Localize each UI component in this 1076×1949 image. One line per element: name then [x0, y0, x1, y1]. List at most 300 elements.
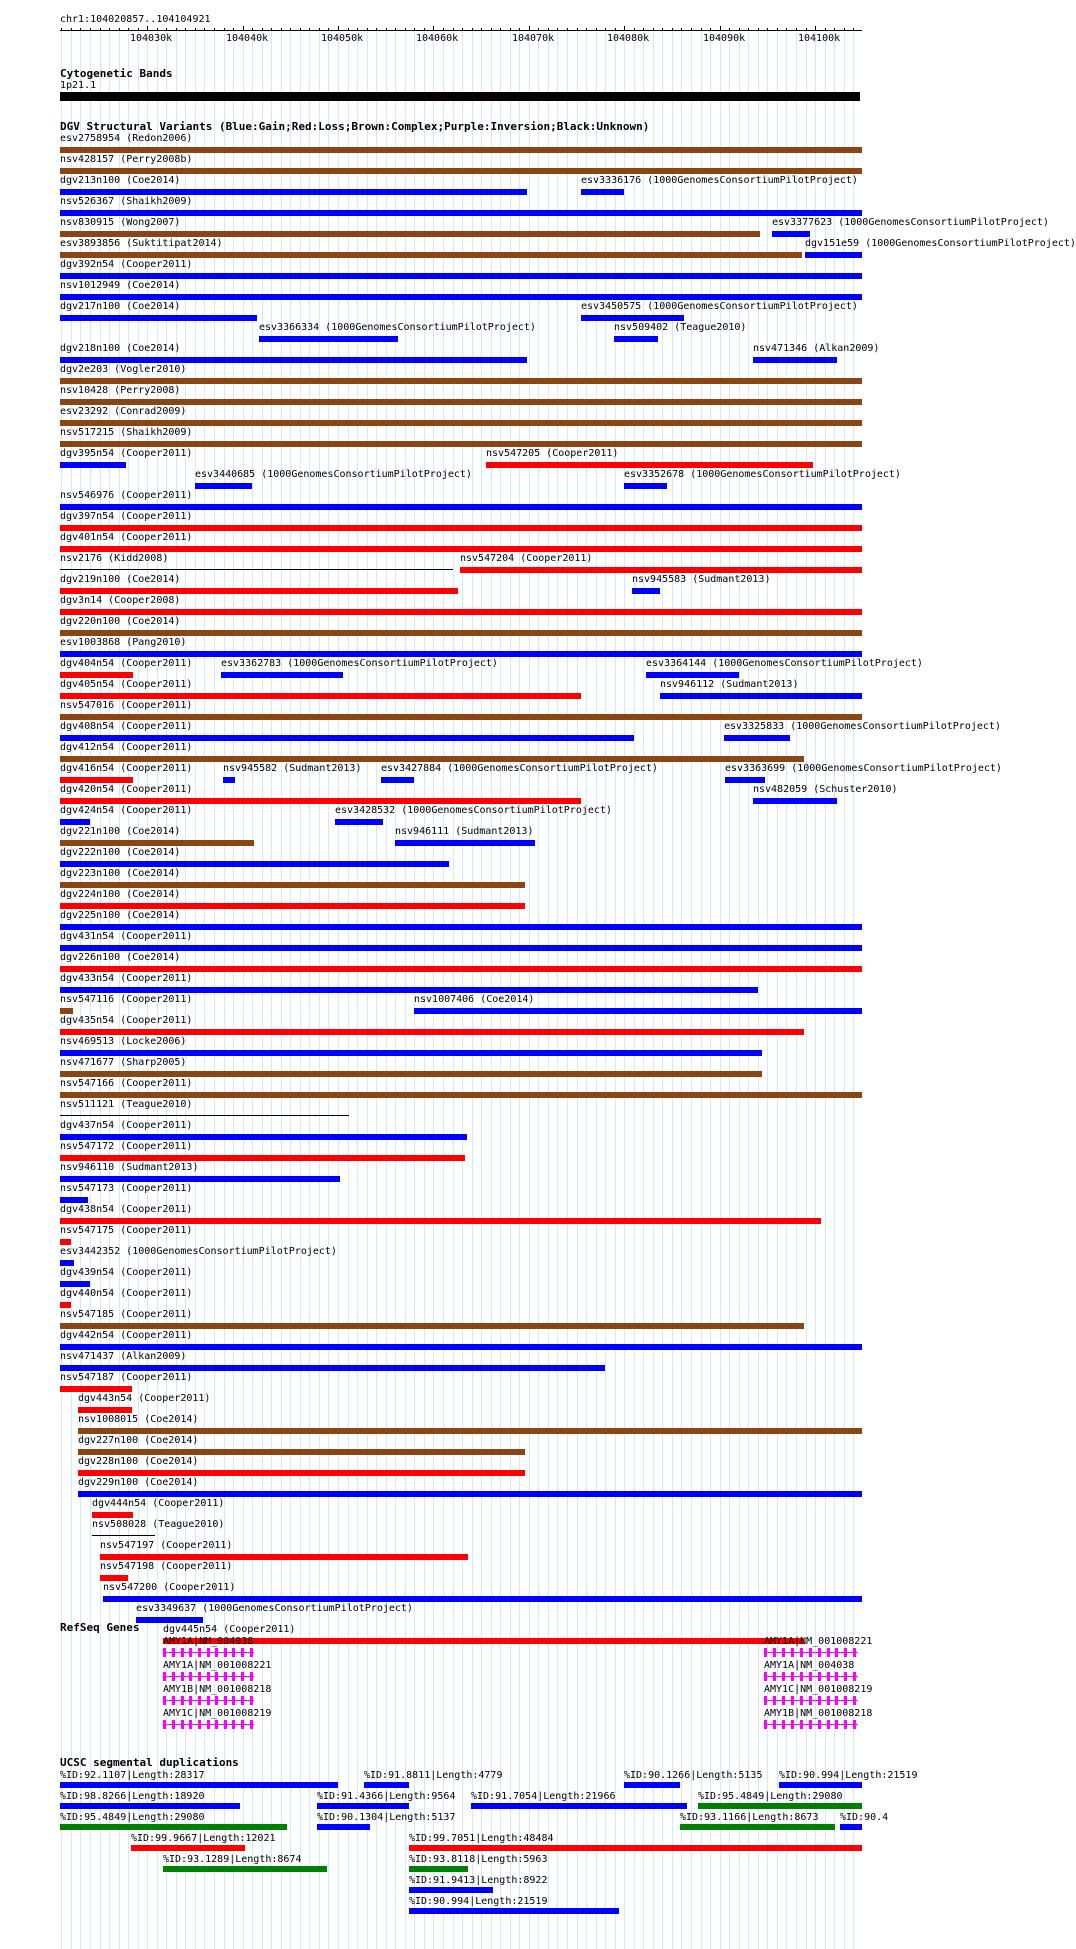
dgv-variant-label: nsv469513 (Locke2006) [60, 1036, 187, 1047]
dgv-variant-bar[interactable] [486, 462, 813, 468]
dgv-variant-bar[interactable] [60, 273, 862, 279]
ruler-tick [529, 26, 530, 31]
refseq-gene-label: AMY1A|NM_001008221 [764, 1636, 873, 1647]
dgv-variant-label: nsv482059 (Schuster2010) [753, 784, 898, 795]
refseq-gene-exon[interactable] [198, 1648, 201, 1657]
cytoband-title: Cytogenetic Bands [60, 67, 173, 80]
dgv-variant-label: esv1003868 (Pang2010) [60, 637, 187, 648]
dgv-variant-bar[interactable] [753, 357, 837, 363]
refseq-gene-exon[interactable] [791, 1720, 794, 1729]
dgv-variant-bar[interactable] [60, 546, 862, 552]
refseq-gene-exon[interactable] [207, 1696, 210, 1705]
refseq-gene-exon[interactable] [181, 1696, 184, 1705]
segdup-bar[interactable] [779, 1782, 862, 1788]
ruler-tick [767, 28, 768, 31]
dgv-variant-label: nsv945582 (Sudmant2013) [223, 763, 362, 774]
refseq-gene-exon[interactable] [791, 1696, 794, 1705]
dgv-variant-label: dgv416n54 (Cooper2011) [60, 763, 193, 774]
ruler-tick [338, 26, 339, 31]
cytoband-bar[interactable] [60, 92, 860, 101]
ruler-tick [204, 28, 205, 31]
dgv-variant-bar[interactable] [60, 315, 257, 321]
refseq-gene-exon[interactable] [773, 1648, 776, 1657]
refseq-gene-exon[interactable] [241, 1720, 244, 1729]
dgv-variant-bar[interactable] [60, 861, 449, 867]
segdup-bar[interactable] [409, 1887, 493, 1893]
ruler-tick [681, 28, 682, 31]
refseq-gene-exon[interactable] [853, 1720, 856, 1729]
dgv-variant-bar[interactable] [60, 630, 862, 636]
dgv-variant-bar[interactable] [60, 903, 525, 909]
refseq-gene-exon[interactable] [844, 1696, 847, 1705]
dgv-variant-bar[interactable] [60, 1386, 132, 1392]
refseq-gene-exon[interactable] [181, 1672, 184, 1681]
segdup-label: %ID:91.4366|Length:9564 [317, 1791, 456, 1802]
dgv-variant-label: nsv1012949 (Coe2014) [60, 280, 181, 291]
dgv-variant-label: dgv424n54 (Cooper2011) [60, 805, 193, 816]
refseq-gene-exon[interactable] [224, 1672, 227, 1681]
refseq-gene-exon[interactable] [232, 1672, 235, 1681]
refseq-gene-label: AMY1A|NM_001008221 [163, 1660, 272, 1671]
segdup-bar[interactable] [317, 1803, 409, 1809]
dgv-variant-bar[interactable] [632, 588, 660, 594]
dgv-variant-bar[interactable] [60, 1050, 762, 1056]
refseq-gene-exon[interactable] [241, 1696, 244, 1705]
dgv-variant-bar[interactable] [60, 252, 802, 258]
dgv-variant-bar[interactable] [78, 1449, 525, 1455]
segdup-bar[interactable] [409, 1866, 468, 1872]
dgv-variant-bar[interactable] [60, 1302, 71, 1308]
refseq-gene-exon[interactable] [835, 1672, 838, 1681]
dgv-variant-label: esv3442352 (1000GenomesConsortiumPilotProject) [60, 1246, 337, 1257]
ruler-tick [328, 28, 329, 31]
segdup-bar[interactable] [317, 1824, 370, 1830]
refseq-gene-exon[interactable] [163, 1648, 166, 1657]
refseq-gene-exon[interactable] [172, 1648, 175, 1657]
refseq-gene-exon[interactable] [853, 1648, 856, 1657]
ruler-tick [147, 26, 148, 31]
dgv-variant-bar[interactable] [60, 882, 525, 888]
dgv-variant-label: dgv151e59 (1000GenomesConsortiumPilotProject) [805, 238, 1076, 249]
dgv-variant-bar[interactable] [805, 252, 862, 258]
ruler-tick [281, 28, 282, 31]
dgv-variant-label: nsv547204 (Cooper2011) [460, 553, 593, 564]
dgv-variant-bar[interactable] [60, 189, 527, 195]
segdup-label: %ID:99.9667|Length:12021 [131, 1833, 276, 1844]
refseq-gene-exon[interactable] [764, 1648, 767, 1657]
dgv-variant-label: dgv440n54 (Cooper2011) [60, 1288, 193, 1299]
dgv-variant-label: nsv830915 (Wong2007) [60, 217, 181, 228]
dgv-variant-label: esv3450575 (1000GenomesConsortiumPilotProject) [581, 301, 858, 312]
dgv-variant-bar[interactable] [60, 1029, 804, 1035]
ruler-axis [60, 30, 862, 31]
ruler-tick [214, 28, 215, 31]
dgv-variant-bar[interactable] [60, 1115, 349, 1116]
ruler-tick [806, 28, 807, 31]
refseq-gene-exon[interactable] [827, 1672, 830, 1681]
refseq-gene-exon[interactable] [224, 1720, 227, 1729]
dgv-variant-bar[interactable] [60, 231, 760, 237]
dgv-variant-bar[interactable] [60, 1218, 821, 1224]
dgv-variant-bar[interactable] [60, 525, 862, 531]
dgv-variant-bar[interactable] [60, 1323, 804, 1329]
refseq-gene-exon[interactable] [189, 1696, 192, 1705]
dgv-variant-bar[interactable] [624, 483, 667, 489]
dgv-variant-label: nsv508028 (Teague2010) [92, 1519, 225, 1530]
dgv-variant-bar[interactable] [60, 1176, 340, 1182]
refseq-gene-exon[interactable] [189, 1648, 192, 1657]
refseq-gene-exon[interactable] [207, 1672, 210, 1681]
ruler-tick-label: 104040k [226, 33, 269, 44]
dgv-variant-bar[interactable] [60, 1008, 73, 1014]
refseq-gene-exon[interactable] [853, 1672, 856, 1681]
ruler-tick [300, 28, 301, 31]
ruler-tick [500, 28, 501, 31]
dgv-variant-bar[interactable] [753, 798, 837, 804]
ruler-tick [691, 28, 692, 31]
dgv-variant-label: esv3440685 (1000GenomesConsortiumPilotProject) [195, 469, 472, 480]
dgv-variant-label: esv3377623 (1000GenomesConsortiumPilotProject) [772, 217, 1049, 228]
dgv-variant-bar[interactable] [163, 1638, 804, 1644]
dgv-variant-bar[interactable] [195, 483, 252, 489]
dgv-variant-label: dgv420n54 (Cooper2011) [60, 784, 193, 795]
dgv-variant-label: dgv3n14 (Cooper2008) [60, 595, 181, 606]
refseq-gene-exon[interactable] [835, 1648, 838, 1657]
ruler-tick [119, 28, 120, 31]
refseq-gene-exon[interactable] [800, 1696, 803, 1705]
segdup-bar[interactable] [698, 1803, 862, 1809]
dgv-variant-bar[interactable] [78, 1470, 525, 1476]
dgv-variant-bar[interactable] [60, 1092, 862, 1098]
dgv-variant-label: dgv392n54 (Cooper2011) [60, 259, 193, 270]
dgv-variant-bar[interactable] [100, 1575, 128, 1581]
dgv-variant-bar[interactable] [460, 567, 862, 573]
dgv-variant-bar[interactable] [60, 1260, 74, 1266]
refseq-gene-exon[interactable] [172, 1696, 175, 1705]
refseq-gene-exon[interactable] [181, 1720, 184, 1729]
dgv-variant-bar[interactable] [414, 1008, 862, 1014]
refseq-gene-exon[interactable] [800, 1720, 803, 1729]
refseq-gene-exon[interactable] [250, 1696, 253, 1705]
dgv-variant-label: nsv547187 (Cooper2011) [60, 1372, 193, 1383]
dgv-variant-bar[interactable] [60, 1134, 467, 1140]
refseq-gene-exon[interactable] [189, 1720, 192, 1729]
refseq-gene-label: AMY1C|NM_001008219 [163, 1708, 272, 1719]
ruler-tick [634, 28, 635, 31]
dgv-variant-label: dgv218n100 (Coe2014) [60, 343, 181, 354]
refseq-gene-label: AMY1A|NM_004038 [163, 1636, 254, 1647]
dgv-variant-bar[interactable] [60, 1071, 762, 1077]
dgv-variant-bar[interactable] [78, 1407, 132, 1413]
dgv-variant-label: nsv2176 (Kidd2008) [60, 553, 169, 564]
refseq-gene-exon[interactable] [827, 1720, 830, 1729]
refseq-gene-exon[interactable] [250, 1720, 253, 1729]
dgv-variant-label: dgv412n54 (Cooper2011) [60, 742, 193, 753]
dgv-variant-bar[interactable] [78, 1428, 862, 1434]
dgv-variant-bar[interactable] [60, 966, 862, 972]
segdup-bar[interactable] [60, 1803, 240, 1809]
dgv-variant-label: nsv1008015 (Coe2014) [78, 1414, 199, 1425]
dgv-variant-bar[interactable] [60, 714, 862, 720]
refseq-gene-exon[interactable] [224, 1696, 227, 1705]
refseq-gene-exon[interactable] [232, 1720, 235, 1729]
refseq-gene-exon[interactable] [791, 1672, 794, 1681]
refseq-gene-exon[interactable] [835, 1720, 838, 1729]
segdup-bar[interactable] [840, 1824, 862, 1830]
dgv-variant-bar[interactable] [92, 1535, 155, 1536]
refseq-gene-exon[interactable] [163, 1720, 166, 1729]
segdup-label: %ID:95.4849|Length:29080 [60, 1812, 205, 1823]
dgv-variant-label: nsv946110 (Sudmant2013) [60, 1162, 199, 1173]
segdup-bar[interactable] [680, 1824, 835, 1830]
dgv-variant-bar[interactable] [772, 231, 810, 237]
dgv-variant-bar[interactable] [60, 357, 527, 363]
refseq-gene-exon[interactable] [844, 1648, 847, 1657]
dgv-variant-label: nsv471346 (Alkan2009) [753, 343, 880, 354]
segdup-label: %ID:93.1289|Length:8674 [163, 1854, 302, 1865]
dgv-variant-bar[interactable] [646, 672, 739, 678]
refseq-gene-exon[interactable] [224, 1648, 227, 1657]
dgv-variant-bar[interactable] [60, 378, 862, 384]
dgv-variant-label: dgv443n54 (Cooper2011) [78, 1393, 211, 1404]
refseq-gene-exon[interactable] [764, 1696, 767, 1705]
refseq-gene-exon[interactable] [809, 1696, 812, 1705]
ruler-tick-label: 104060k [416, 33, 459, 44]
ruler-tick [395, 28, 396, 31]
dgv-variant-bar[interactable] [335, 819, 383, 825]
segdup-track-title: UCSC segmental duplications [60, 1756, 239, 1769]
refseq-gene-exon[interactable] [215, 1672, 218, 1681]
dgv-variant-bar[interactable] [581, 189, 624, 195]
dgv-variant-bar[interactable] [60, 840, 254, 846]
dgv-variant-bar[interactable] [60, 798, 581, 804]
refseq-gene-exon[interactable] [844, 1720, 847, 1729]
dgv-variant-bar[interactable] [381, 777, 414, 783]
segdup-bar[interactable] [364, 1782, 409, 1788]
refseq-gene-label: AMY1B|NM_001008218 [764, 1708, 873, 1719]
refseq-gene-exon[interactable] [232, 1648, 235, 1657]
segdup-label: %ID:92.1107|Length:28317 [60, 1770, 205, 1781]
dgv-variant-label: nsv471677 (Sharp2005) [60, 1057, 187, 1068]
dgv-variant-bar[interactable] [78, 1491, 862, 1497]
dgv-variant-bar[interactable] [60, 1365, 605, 1371]
dgv-variant-bar[interactable] [100, 1554, 468, 1560]
dgv-variant-bar[interactable] [60, 168, 862, 174]
dgv-variant-bar[interactable] [60, 987, 758, 993]
refseq-gene-exon[interactable] [853, 1696, 856, 1705]
segdup-bar[interactable] [163, 1866, 327, 1872]
dgv-variant-bar[interactable] [60, 420, 862, 426]
refseq-gene-exon[interactable] [773, 1696, 776, 1705]
dgv-variant-label: dgv408n54 (Cooper2011) [60, 721, 193, 732]
dgv-variant-label: esv3336176 (1000GenomesConsortiumPilotProject) [581, 175, 858, 186]
ruler-tick [853, 28, 854, 31]
refseq-gene-exon[interactable] [215, 1720, 218, 1729]
dgv-variant-bar[interactable] [60, 693, 581, 699]
dgv-variant-bar[interactable] [60, 569, 453, 570]
segdup-label: %ID:95.4849|Length:29080 [698, 1791, 843, 1802]
dgv-variant-bar[interactable] [581, 315, 684, 321]
dgv-variant-label: dgv438n54 (Cooper2011) [60, 1204, 193, 1215]
refseq-gene-exon[interactable] [800, 1648, 803, 1657]
dgv-variant-bar[interactable] [60, 735, 634, 741]
refseq-gene-exon[interactable] [172, 1672, 175, 1681]
segdup-bar[interactable] [409, 1908, 619, 1914]
refseq-gene-exon[interactable] [241, 1672, 244, 1681]
refseq-gene-exon[interactable] [827, 1696, 830, 1705]
dgv-variant-bar[interactable] [60, 672, 133, 678]
refseq-gene-exon[interactable] [818, 1672, 821, 1681]
refseq-gene-exon[interactable] [835, 1696, 838, 1705]
segdup-bar[interactable] [624, 1782, 680, 1788]
dgv-variant-bar[interactable] [395, 840, 535, 846]
refseq-gene-exon[interactable] [207, 1648, 210, 1657]
segdup-bar[interactable] [60, 1782, 338, 1788]
ruler-tick [176, 28, 177, 31]
refseq-gene-exon[interactable] [163, 1672, 166, 1681]
dgv-variant-bar[interactable] [60, 924, 862, 930]
refseq-gene-exon[interactable] [207, 1720, 210, 1729]
refseq-gene-exon[interactable] [773, 1720, 776, 1729]
dgv-variant-bar[interactable] [92, 1512, 133, 1518]
refseq-gene-exon[interactable] [250, 1672, 253, 1681]
dgv-variant-label: dgv221n100 (Coe2014) [60, 826, 181, 837]
dgv-variant-label: nsv547197 (Cooper2011) [100, 1540, 233, 1551]
dgv-variant-bar[interactable] [60, 819, 90, 825]
dgv-variant-bar[interactable] [725, 777, 765, 783]
dgv-variant-label: esv3366334 (1000GenomesConsortiumPilotProject) [259, 322, 536, 333]
refseq-gene-exon[interactable] [181, 1648, 184, 1657]
refseq-gene-exon[interactable] [791, 1648, 794, 1657]
dgv-variant-bar[interactable] [259, 336, 398, 342]
dgv-variant-label: nsv946111 (Sudmant2013) [395, 826, 534, 837]
dgv-variant-bar[interactable] [60, 777, 133, 783]
ruler-tick [100, 28, 101, 31]
dgv-variant-label: nsv511121 (Teague2010) [60, 1099, 193, 1110]
dgv-variant-bar[interactable] [60, 504, 862, 510]
refseq-gene-exon[interactable] [764, 1672, 767, 1681]
dgv-variant-label: nsv509402 (Teague2010) [614, 322, 747, 333]
segdup-bar[interactable] [471, 1803, 687, 1809]
dgv-variant-bar[interactable] [60, 1281, 90, 1287]
refseq-gene-exon[interactable] [844, 1672, 847, 1681]
dgv-variant-bar[interactable] [60, 945, 862, 951]
refseq-gene-exon[interactable] [782, 1696, 785, 1705]
refseq-gene-exon[interactable] [809, 1672, 812, 1681]
refseq-gene-exon[interactable] [809, 1648, 812, 1657]
refseq-gene-exon[interactable] [198, 1720, 201, 1729]
segdup-bar[interactable] [131, 1845, 245, 1851]
ruler-tick [472, 28, 473, 31]
dgv-variant-bar[interactable] [60, 756, 804, 762]
ruler-tick [605, 28, 606, 31]
refseq-gene-exon[interactable] [198, 1672, 201, 1681]
dgv-variant-bar[interactable] [60, 1344, 862, 1350]
ruler-tick [157, 28, 158, 31]
refseq-gene-exon[interactable] [809, 1720, 812, 1729]
refseq-gene-exon[interactable] [215, 1696, 218, 1705]
location-label: chr1:104020857..104104921 [60, 14, 211, 25]
dgv-variant-bar[interactable] [60, 1197, 88, 1203]
dgv-variant-label: nsv547205 (Cooper2011) [486, 448, 619, 459]
refseq-gene-exon[interactable] [232, 1696, 235, 1705]
dgv-variant-bar[interactable] [221, 672, 343, 678]
ruler-tick [624, 26, 625, 31]
refseq-gene-exon[interactable] [163, 1696, 166, 1705]
dgv-variant-bar[interactable] [136, 1617, 203, 1623]
dgv-variant-bar[interactable] [60, 462, 126, 468]
dgv-variant-bar[interactable] [60, 588, 458, 594]
ruler-tick [748, 28, 749, 31]
segdup-bar[interactable] [409, 1845, 862, 1851]
segdup-label: %ID:91.9413|Length:8922 [409, 1875, 548, 1886]
ruler-tick [433, 26, 434, 31]
dgv-variant-bar[interactable] [60, 210, 862, 216]
dgv-variant-label: dgv437n54 (Cooper2011) [60, 1120, 193, 1131]
dgv-variant-label: esv3325833 (1000GenomesConsortiumPilotProject) [724, 721, 1001, 732]
segdup-bar[interactable] [60, 1824, 287, 1830]
dgv-variant-label: dgv431n54 (Cooper2011) [60, 931, 193, 942]
refseq-gene-exon[interactable] [827, 1648, 830, 1657]
refseq-gene-exon[interactable] [818, 1720, 821, 1729]
dgv-variant-label: nsv547198 (Cooper2011) [100, 1561, 233, 1572]
dgv-variant-label: nsv428157 (Perry2008b) [60, 154, 193, 165]
dgv-variant-label: esv3893856 (Suktitipat2014) [60, 238, 223, 249]
refseq-gene-exon[interactable] [250, 1648, 253, 1657]
dgv-variant-bar[interactable] [724, 735, 790, 741]
dgv-variant-bar[interactable] [614, 336, 658, 342]
dgv-variant-label: esv3362783 (1000GenomesConsortiumPilotProject) [221, 658, 498, 669]
refseq-gene-exon[interactable] [773, 1672, 776, 1681]
dgv-variant-bar[interactable] [103, 1596, 862, 1602]
dgv-variant-bar[interactable] [60, 1239, 71, 1245]
ruler-tick [90, 28, 91, 31]
refseq-gene-label: AMY1C|NM_001008219 [764, 1684, 873, 1695]
dgv-variant-bar[interactable] [660, 693, 862, 699]
dgv-variant-bar[interactable] [60, 147, 862, 153]
ruler-tick [414, 28, 415, 31]
dgv-variant-label: dgv442n54 (Cooper2011) [60, 1330, 193, 1341]
refseq-gene-exon[interactable] [189, 1672, 192, 1681]
refseq-gene-exon[interactable] [764, 1720, 767, 1729]
ruler-tick [758, 28, 759, 31]
dgv-variant-bar[interactable] [60, 651, 862, 657]
refseq-gene-exon[interactable] [818, 1648, 821, 1657]
refseq-gene-exon[interactable] [800, 1672, 803, 1681]
refseq-gene-exon[interactable] [172, 1720, 175, 1729]
refseq-gene-exon[interactable] [241, 1648, 244, 1657]
dgv-variant-bar[interactable] [223, 777, 235, 783]
refseq-gene-exon[interactable] [215, 1648, 218, 1657]
ruler-tick [596, 28, 597, 31]
dgv-variant-label: nsv546976 (Cooper2011) [60, 490, 193, 501]
segdup-label: %ID:99.7051|Length:48484 [409, 1833, 554, 1844]
dgv-variant-bar[interactable] [60, 441, 862, 447]
dgv-variant-bar[interactable] [60, 399, 862, 405]
dgv-variant-bar[interactable] [60, 294, 862, 300]
ruler-tick [109, 28, 110, 31]
refseq-gene-exon[interactable] [818, 1696, 821, 1705]
refseq-gene-exon[interactable] [782, 1648, 785, 1657]
ruler-tick [80, 28, 81, 31]
segdup-label: %ID:90.1304|Length:5137 [317, 1812, 456, 1823]
refseq-gene-exon[interactable] [198, 1696, 201, 1705]
dgv-variant-bar[interactable] [60, 609, 862, 615]
refseq-gene-exon[interactable] [782, 1672, 785, 1681]
refseq-gene-exon[interactable] [782, 1720, 785, 1729]
dgv-variant-label: dgv445n54 (Cooper2011) [163, 1624, 296, 1635]
dgv-variant-bar[interactable] [60, 1155, 465, 1161]
